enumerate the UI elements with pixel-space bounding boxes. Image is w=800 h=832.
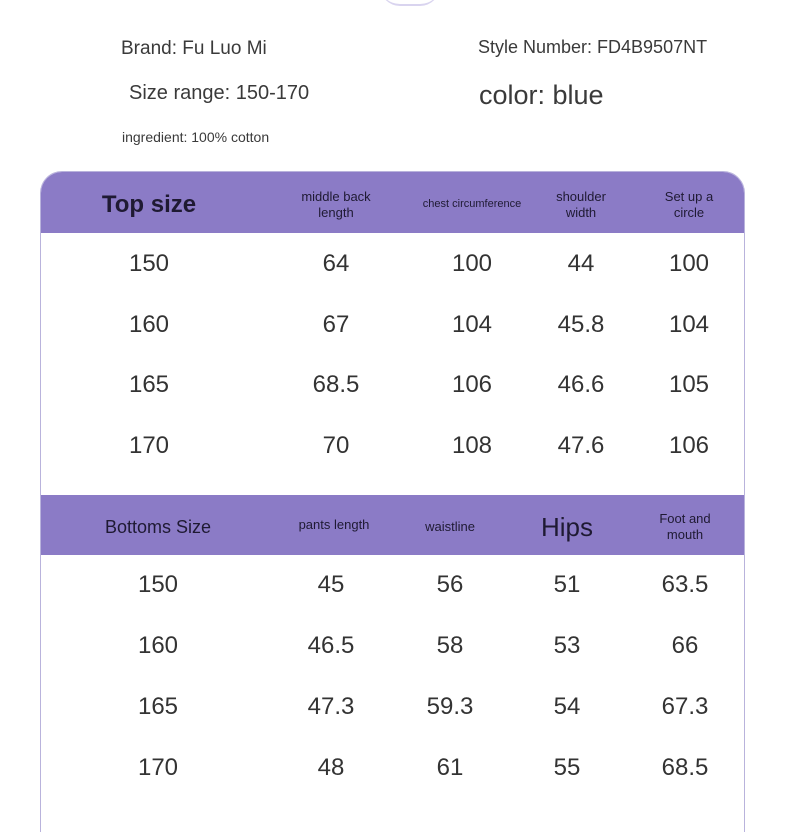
- bottom-cell: 53: [553, 632, 581, 659]
- bottom-cell: 150: [137, 571, 179, 598]
- bottom-cell: 54: [553, 693, 581, 720]
- top-cell: 100: [451, 250, 493, 277]
- top-cell: 105: [668, 371, 710, 398]
- bottom-header-foot-mouth: Foot and mouth: [659, 510, 711, 542]
- bottom-table-header: [41, 495, 744, 555]
- bottom-cell: 58: [436, 632, 464, 659]
- top-cell: 104: [668, 311, 710, 338]
- bottom-cell: 66: [671, 632, 699, 659]
- top-cell: 165: [128, 371, 170, 398]
- bottom-cell: 67.3: [661, 693, 709, 720]
- decorative-arc: [380, 0, 440, 6]
- top-header-shoulder: shoulder width: [556, 188, 606, 220]
- top-cell: 104: [451, 311, 493, 338]
- bottom-cell: 59.3: [426, 693, 474, 720]
- top-cell: 46.6: [557, 371, 605, 398]
- top-cell: 67: [322, 311, 350, 338]
- bottom-cell: 46.5: [307, 632, 355, 659]
- size-range-label: Size range: 150-170: [129, 82, 310, 104]
- top-header-circle: Set up a circle: [664, 188, 714, 220]
- bottom-cell: 61: [436, 754, 464, 781]
- bottom-cell: 165: [137, 693, 179, 720]
- ingredient-label: ingredient: 100% cotton: [122, 129, 270, 145]
- bottom-header-hips: Hips: [540, 511, 594, 542]
- bottom-cell: 55: [553, 754, 581, 781]
- color-label: color: blue: [479, 80, 604, 110]
- top-header-size: Top size: [101, 191, 197, 218]
- top-cell: 170: [128, 432, 170, 459]
- bottom-cell: 56: [436, 571, 464, 598]
- top-cell: 68.5: [312, 371, 360, 398]
- top-cell: 64: [322, 250, 350, 277]
- bottom-cell: 68.5: [661, 754, 709, 781]
- top-cell: 70: [322, 432, 350, 459]
- top-cell: 106: [451, 371, 493, 398]
- size-chart-card: [40, 171, 745, 832]
- style-number-label: Style Number: FD4B9507NT: [478, 37, 708, 57]
- bottom-header-waistline: waistline: [425, 518, 475, 534]
- top-header-chest: chest circumference: [422, 198, 522, 211]
- top-cell: 100: [668, 250, 710, 277]
- bottom-cell: 48: [317, 754, 345, 781]
- bottom-header-pants-length: pants length: [298, 516, 370, 532]
- bottom-cell: 170: [137, 754, 179, 781]
- top-cell: 44: [567, 250, 595, 277]
- top-cell: 45.8: [557, 311, 605, 338]
- top-cell: 150: [128, 250, 170, 277]
- bottom-cell: 63.5: [661, 571, 709, 598]
- bottom-cell: 45: [317, 571, 345, 598]
- bottom-header-size: Bottoms Size: [104, 516, 212, 537]
- brand-label: Brand: Fu Luo Mi: [121, 38, 267, 59]
- top-cell: 106: [668, 432, 710, 459]
- top-cell: 160: [128, 311, 170, 338]
- bottom-cell: 160: [137, 632, 179, 659]
- bottom-cell: 47.3: [307, 693, 355, 720]
- top-table-header: [41, 172, 744, 233]
- top-header-back-length: middle back length: [301, 188, 371, 220]
- top-cell: 108: [451, 432, 493, 459]
- top-cell: 47.6: [557, 432, 605, 459]
- bottom-cell: 51: [553, 571, 581, 598]
